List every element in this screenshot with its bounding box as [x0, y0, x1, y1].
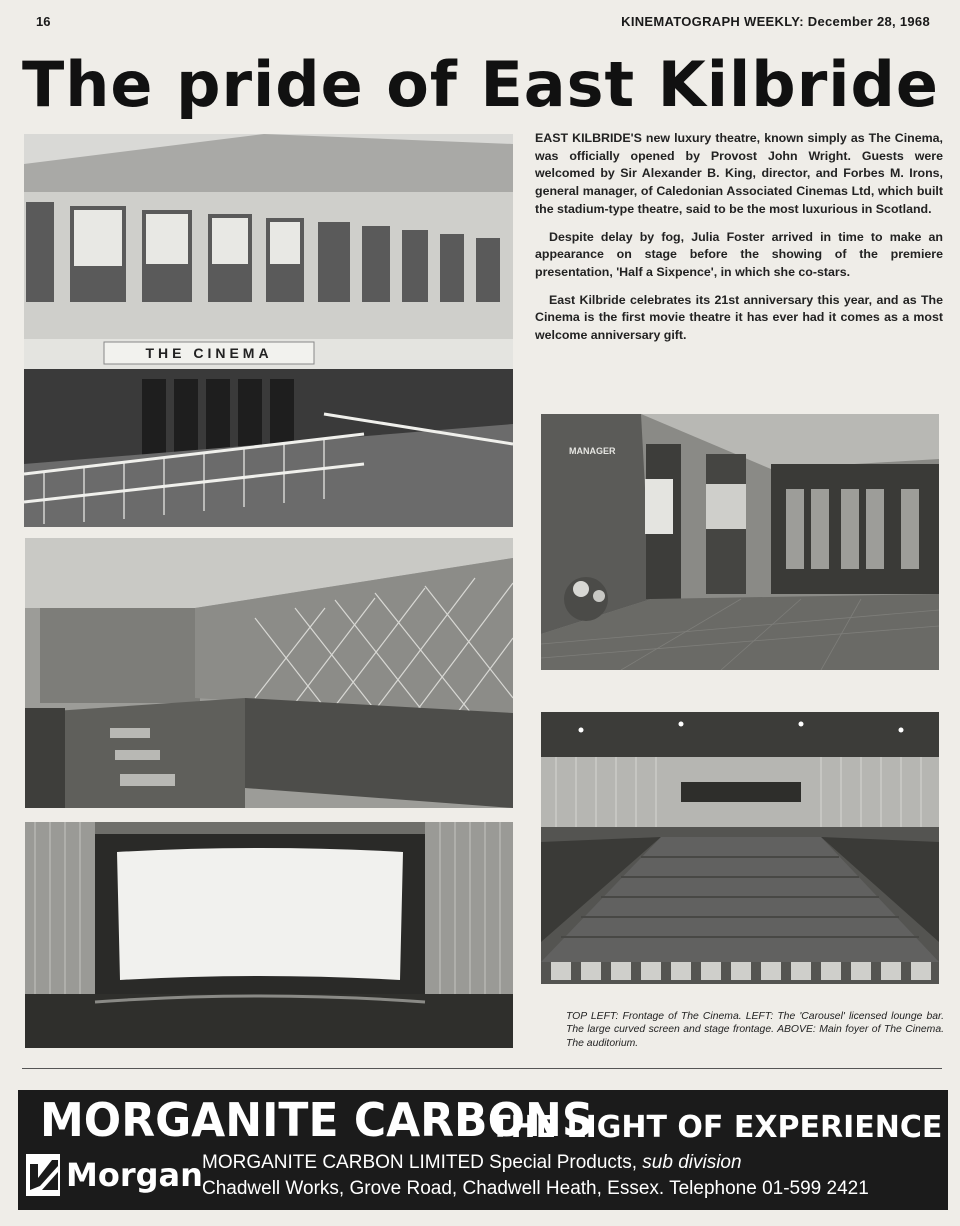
photo-auditorium	[541, 712, 939, 984]
article-paragraph-2: Despite delay by fog, Julia Foster arrived in time to make an appearance on stage before the showing of the premiere presentation, 'Half a Sixpence', in which she co-stars.	[535, 229, 943, 279]
ad-logo-text: Morgan	[66, 1156, 203, 1194]
running-head: KINEMATOGRAPH WEEKLY: December 28, 1968	[621, 14, 930, 29]
ad-company-line	[202, 1152, 742, 1174]
article-body	[535, 130, 943, 355]
photo-screen	[25, 822, 513, 1048]
ad-brand: MORGANITE CARBONS	[40, 1094, 594, 1148]
morgan-logo-icon	[26, 1154, 60, 1196]
ad-slogan: THE LIGHT OF EXPERIENCE	[490, 1110, 943, 1145]
photo-caption: TOP LEFT: Frontage of The Cinema. LEFT: The 'Carousel' licensed lounge bar. The large curved screen and stage frontage. ABOVE: Main foyer of The Cinema. The auditorium.	[566, 1011, 944, 1049]
headline: The pride of East Kilbride	[22, 48, 939, 121]
page-number: 16	[36, 14, 51, 29]
foyer-sign: MANAGER	[569, 446, 616, 456]
ad-division: sub division	[642, 1152, 742, 1173]
divider-rule	[22, 1068, 942, 1069]
advertisement	[18, 1090, 948, 1210]
photo-frontage	[24, 134, 513, 527]
article-paragraph-1: EAST KILBRIDE'S new luxury theatre, known simply as The Cinema, was officially opened by Provost John Wright. Guests were welcomed by Sir Alexander B. King, director, and Forbes M. Irons, general manager, of Caledonian Associated Cinemas Ltd, which built the stadium-type theatre, said to be the most luxurious in Scotland.	[535, 131, 943, 216]
article-paragraph-3: East Kilbride celebrates its 21st anniversary this year, and as The Cinema is the first movie theatre it has ever had it comes as a most welcome anniversary gift.	[535, 292, 943, 343]
frontage-sign: THE CINEMA	[145, 345, 273, 361]
ad-address: Chadwell Works, Grove Road, Chadwell Heath, Essex. Telephone 01-599 2421	[202, 1178, 869, 1199]
photo-foyer	[541, 414, 939, 670]
ad-company: MORGANITE CARBON LIMITED Special Products,	[202, 1152, 637, 1173]
photo-lounge-bar	[25, 538, 513, 808]
